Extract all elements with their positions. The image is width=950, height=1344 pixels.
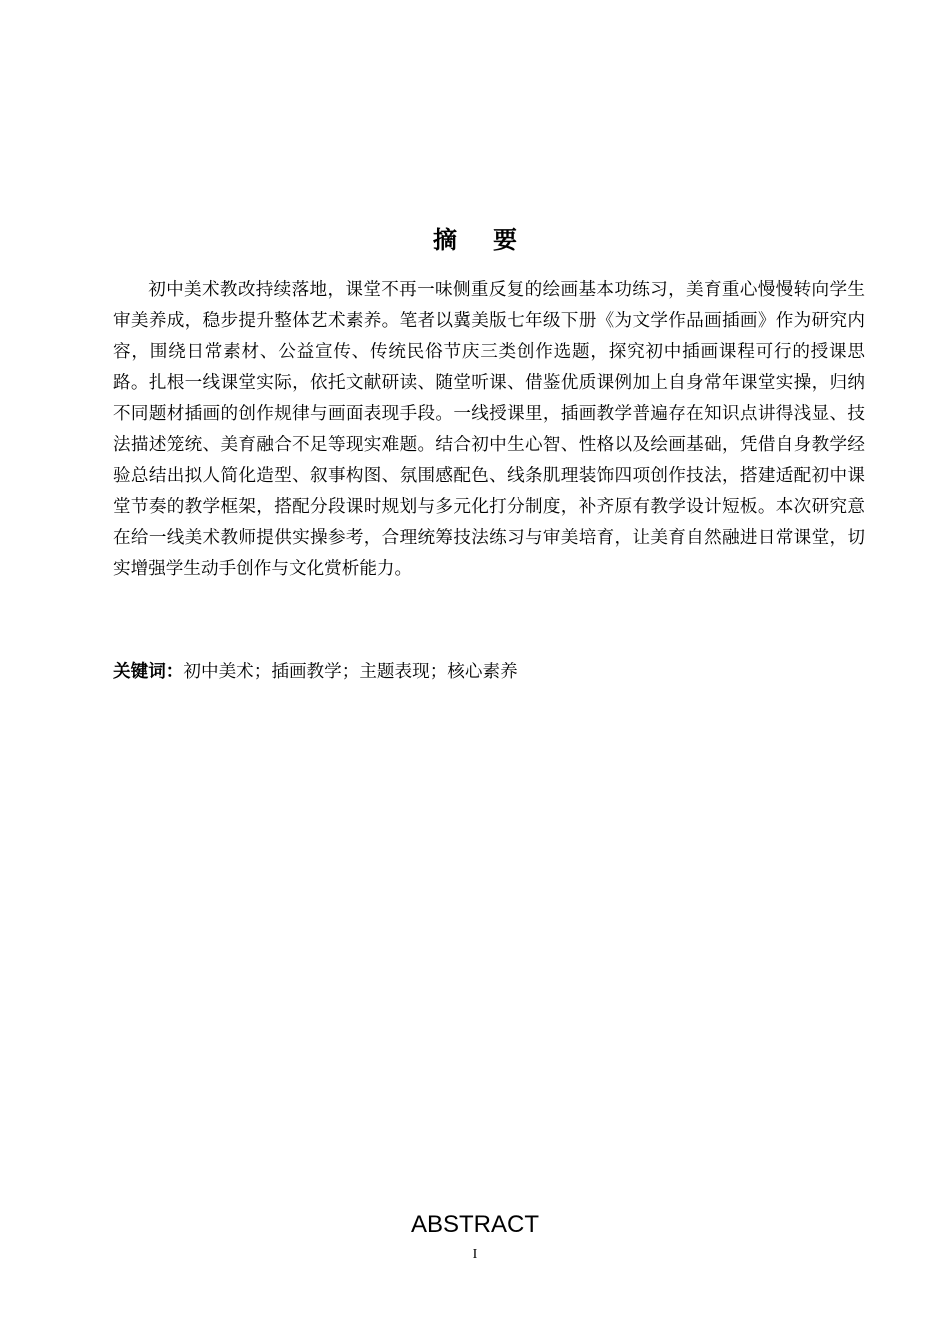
abstract-body: 初中美术教改持续落地，课堂不再一味侧重反复的绘画基本功练习，美育重心慢慢转向学生审美养成，稳步提升整体艺术素养。笔者以冀美版七年级下册《为文学作品画插画》作为研究内容，围绕日常素材、公益宣传、传统民俗节庆三类创作选题，探究初中插画课程可行的授课思路。扎根一线课堂实际，依托文献研读、随堂听课、借鉴优质课例加上自身常年课堂实操，归纳不同题材插画的创作规律与画面表现手段。一线授课里，插画教学普遍存在知识点讲得浅显、技法描述笼统、美育融合不足等现实难题。结合初中生心智、性格以及绘画基础，凭借自身教学经验总结出拟人简化造型、叙事构图、氛围感配色、线条肌理装饰四项创作技法，搭建适配初中课堂节奏的教学框架，搭配分段课时规划与多元化打分制度，补齐原有教学设计短板。本次研究意在给一线美术教师提供实操参考，合理统筹技法练习与审美培育，让美育自然融进日常课堂，切实增强学生动手创作与文化赏析能力。	[113, 280, 865, 579]
abstract-title-char-1: 摘	[433, 225, 457, 255]
page-number: I	[472, 1247, 478, 1262]
abstract-title-char-2: 要	[493, 225, 517, 255]
keywords-list: 初中美术；插画教学；主题表现；核心素养	[183, 662, 518, 682]
english-abstract-heading: ABSTRACT	[410, 1211, 539, 1238]
abstract-title	[0, 222, 950, 258]
keywords-line	[113, 657, 865, 688]
keywords-label: 关键词：	[113, 662, 184, 682]
